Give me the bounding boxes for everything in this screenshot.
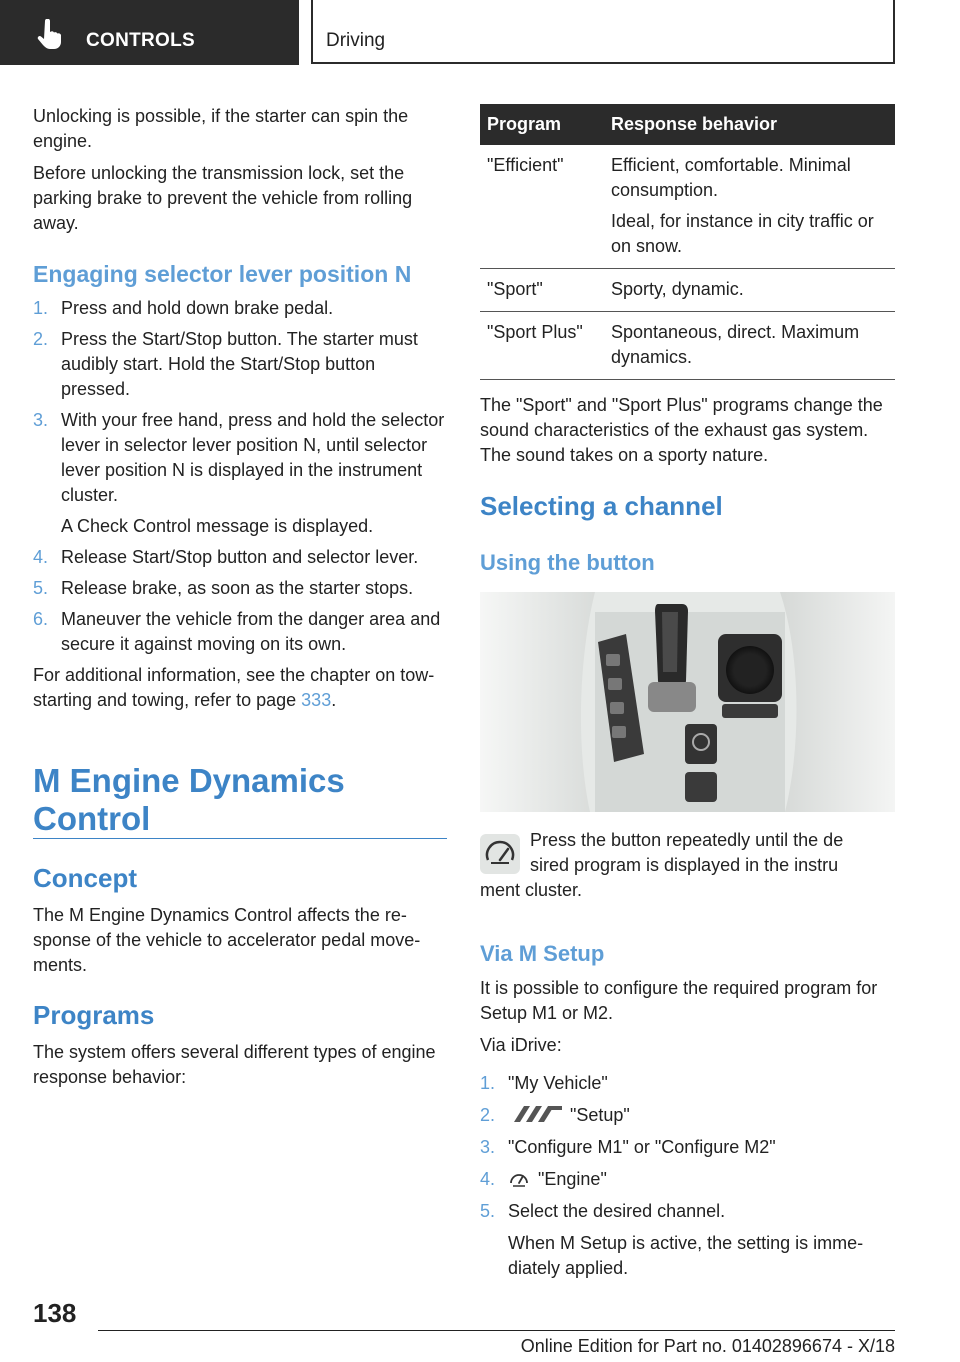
list-item: 5. Select the desired channel. xyxy=(480,1201,726,1221)
paragraph: Via iDrive: xyxy=(480,1035,562,1055)
list-item: 6. Maneuver the vehicle from the danger area and secure it against moving on its own. xyxy=(33,609,441,654)
center-console-illustration xyxy=(480,592,895,812)
idrive-steps xyxy=(480,1071,895,1281)
heading-m-engine-dynamics: M Engine Dynamics Control xyxy=(33,762,345,837)
heading-engaging: Engaging selector lever position N xyxy=(33,261,412,287)
list-item: 2. Press the Start/Stop button. The starter must audibly start. Hold the Start/Stop button pressed. xyxy=(33,329,418,399)
list-item-note: When M Setup is active, the setting is immediately applied. xyxy=(508,1233,864,1278)
page-number: 138 xyxy=(33,1298,77,1328)
list-item-note: A Check Control message is displayed. xyxy=(61,516,374,536)
chapter-title: Driving xyxy=(326,30,386,51)
center-console-photo xyxy=(480,592,895,812)
page-link[interactable]: 333 xyxy=(301,690,332,710)
steps-list xyxy=(33,296,449,713)
programs-table xyxy=(480,104,895,380)
list-item: 5. Release brake, as soon as the starter stops. xyxy=(33,578,414,598)
list-item: 1. Press and hold down brake pedal. xyxy=(33,298,334,318)
table-row: "Efficient" Efficient, comfortable. Minimal consumption. Ideal, for instance in city traffic or on snow. xyxy=(480,145,895,269)
button-instruction: Press the button repeatedly until the de sired program is displayed in the instru xyxy=(530,830,844,875)
paragraph: For additional information, see the chapter on tow-starting and towing, refer to page 333. xyxy=(33,665,435,710)
dynamics-button-icon xyxy=(480,834,520,874)
left-column xyxy=(33,104,447,236)
heading-concept: Concept xyxy=(33,863,137,893)
m-setup-stripes-icon xyxy=(508,1104,564,1124)
table-header: Response behavior xyxy=(604,104,895,145)
paragraph: The M Engine Dynamics Control affects the response of the vehicle to accelerator pedal movements. xyxy=(33,905,421,975)
paragraph: The system offers several different types of engine response behavior: xyxy=(33,1042,436,1087)
edition-note: Online Edition for Part no. 01402896674 - X/18 xyxy=(520,1336,895,1356)
table-header: Program xyxy=(480,104,604,145)
heading-using-button: Using the button xyxy=(480,550,655,575)
footer-rule xyxy=(98,1330,895,1331)
heading-selecting-channel: Selecting a channel xyxy=(480,491,723,521)
list-item: 4. "Engine" xyxy=(480,1169,607,1189)
section-tab xyxy=(0,0,299,65)
list-item: 1. "My Vehicle" xyxy=(480,1073,608,1093)
list-item: 3. With your free hand, press and hold the selector lever in selector lever position N, until selector lever position N is displayed in the instrument cluster. xyxy=(33,410,445,505)
table-row: "Sport Plus" Spontaneous, direct. Maximum dynamics. xyxy=(480,312,895,380)
paragraph: Unlocking is possible, if the starter can spin the engine. xyxy=(33,106,409,151)
button-instruction-end: ment cluster. xyxy=(480,880,583,900)
heading-programs: Programs xyxy=(33,1000,155,1030)
engine-gauge-icon xyxy=(508,1168,530,1188)
chapter-tab xyxy=(311,0,895,64)
paragraph: It is possible to configure the required program for Setup M1 or M2. xyxy=(480,978,878,1023)
list-item: 4. Release Start/Stop button and selector lever. xyxy=(33,547,419,567)
list-item: 3. "Configure M1" or "Configure M2" xyxy=(480,1137,776,1157)
table-row: "Sport" Sporty, dynamic. xyxy=(480,269,895,312)
heading-via-m-setup: Via M Setup xyxy=(480,941,605,966)
list-item: 2. "Setup" xyxy=(480,1105,630,1125)
section-title: CONTROLS xyxy=(86,30,196,51)
paragraph: The "Sport" and "Sport Plus" programs change the sound characteristics of the exhaust gas system. The sound takes on a sporty nature. xyxy=(480,395,883,465)
paragraph: Before unlocking the transmission lock, set the parking brake to prevent the vehicle from rolling away. xyxy=(33,163,413,233)
heading-rule xyxy=(33,838,447,839)
hand-pointer-icon xyxy=(36,19,64,49)
